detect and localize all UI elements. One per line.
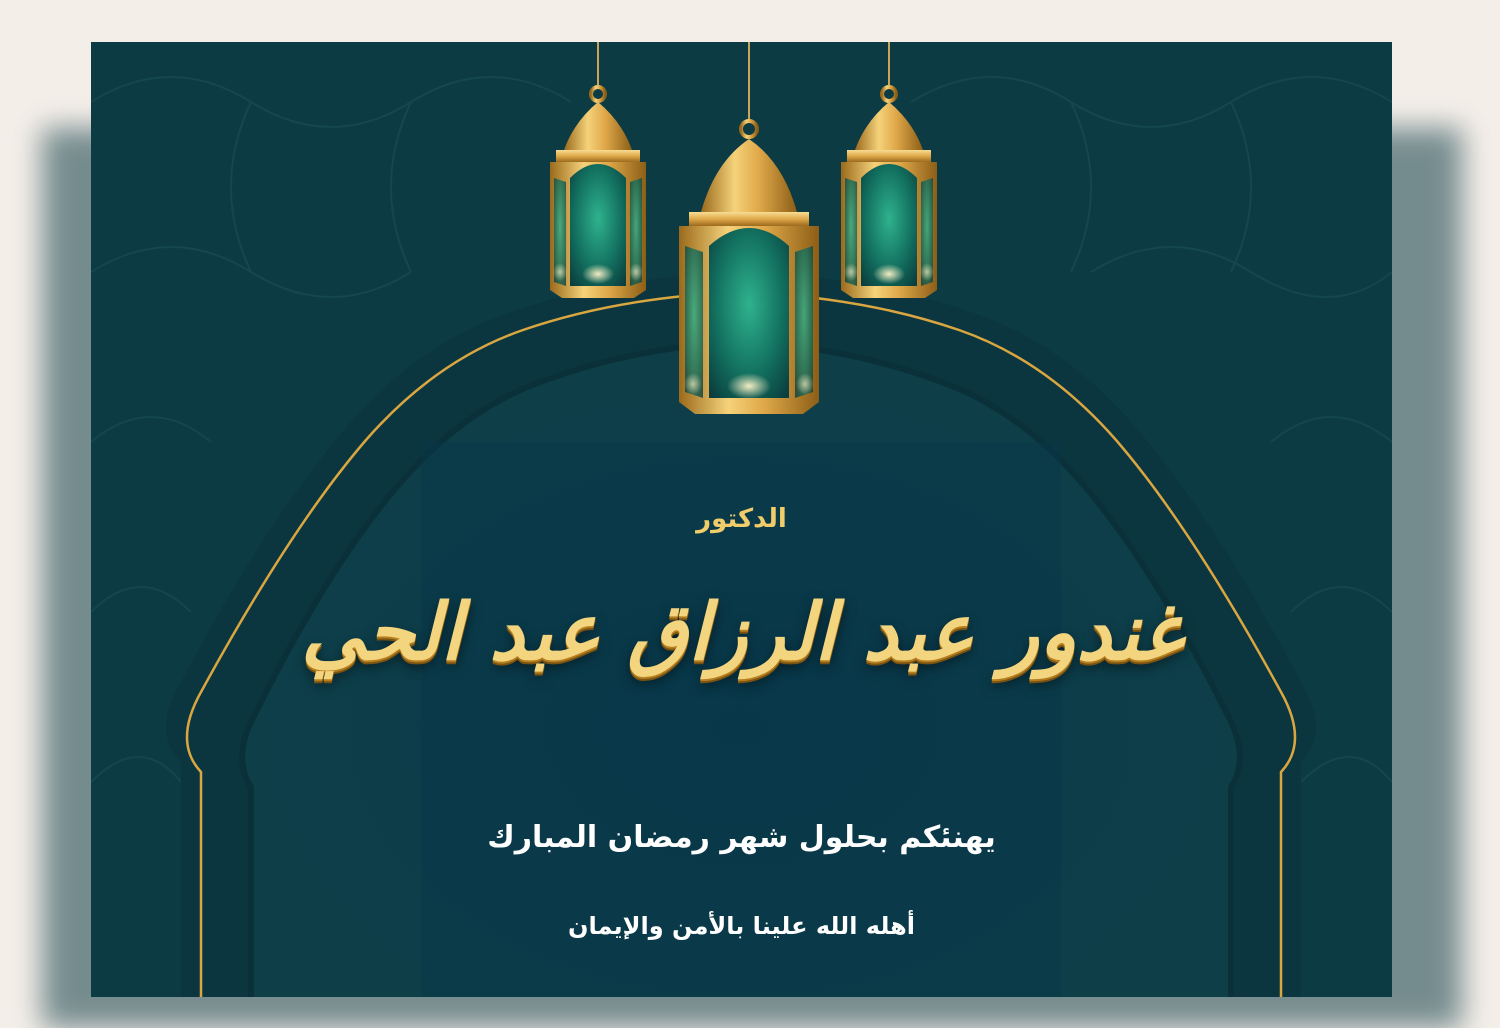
lantern-icon (841, 42, 937, 298)
greeting-card (91, 42, 1392, 997)
doctor-title: الدكتور (696, 504, 787, 534)
name-calligraphy: غندور عبد الرزاق عبد الحي (301, 587, 1182, 678)
greeting-text: يهنئكم بحلول شهر رمضان المبارك (487, 820, 996, 855)
wish-text: أهله الله علينا بالأمن والإيمان (568, 912, 915, 940)
lantern-icon (679, 42, 819, 414)
lantern-icon (550, 42, 646, 298)
